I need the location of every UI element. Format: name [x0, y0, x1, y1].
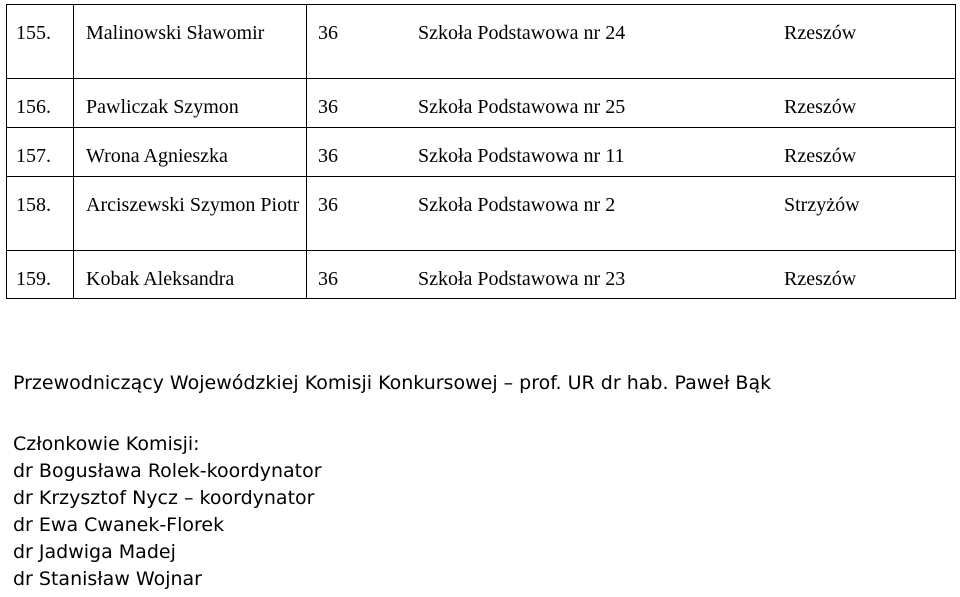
school-name: Szkoła Podstawowa nr 2 — [418, 177, 778, 251]
signatures-block — [13, 370, 771, 593]
member-name: dr Stanisław Wojnar — [13, 568, 202, 590]
participant-name: Pawliczak Szymon — [74, 79, 307, 128]
points: 36 — [307, 5, 419, 79]
table-row — [7, 251, 956, 299]
participant-name: Wrona Agnieszka — [74, 128, 307, 177]
city: Rzeszów — [778, 79, 956, 128]
points: 36 — [307, 251, 419, 299]
school-name: Szkoła Podstawowa nr 25 — [418, 79, 778, 128]
points: 36 — [307, 177, 419, 251]
member-name: dr Bogusława Rolek-koordynator — [13, 460, 322, 482]
member-name: dr Krzysztof Nycz – koordynator — [13, 487, 315, 509]
city: Rzeszów — [778, 128, 956, 177]
table-row — [7, 128, 956, 177]
commission-members — [13, 431, 771, 593]
city: Rzeszów — [778, 251, 956, 299]
row-number: 158. — [7, 177, 74, 251]
row-number: 156. — [7, 79, 74, 128]
member-name: dr Ewa Cwanek-Florek — [13, 514, 225, 536]
table-row — [7, 5, 956, 79]
participant-name: Kobak Aleksandra — [74, 251, 307, 299]
row-number: 155. — [7, 5, 74, 79]
member-name: dr Jadwiga Madej — [13, 541, 176, 563]
city: Rzeszów — [778, 5, 956, 79]
city: Strzyżów — [778, 177, 956, 251]
row-number: 157. — [7, 128, 74, 177]
members-heading: Członkowie Komisji: — [13, 433, 200, 455]
participant-name: Arciszewski Szymon Piotr — [74, 177, 307, 251]
results-table — [6, 4, 956, 299]
school-name: Szkoła Podstawowa nr 24 — [418, 5, 778, 79]
participant-name: Malinowski Sławomir — [74, 5, 307, 79]
commission-chair: Przewodniczący Wojewódzkiej Komisji Konkursowej – prof. UR dr hab. Paweł Bąk — [13, 372, 772, 394]
row-number: 159. — [7, 251, 74, 299]
school-name: Szkoła Podstawowa nr 11 — [418, 128, 778, 177]
points: 36 — [307, 128, 419, 177]
points: 36 — [307, 79, 419, 128]
table-row — [7, 79, 956, 128]
table-row — [7, 177, 956, 251]
school-name: Szkoła Podstawowa nr 23 — [418, 251, 778, 299]
